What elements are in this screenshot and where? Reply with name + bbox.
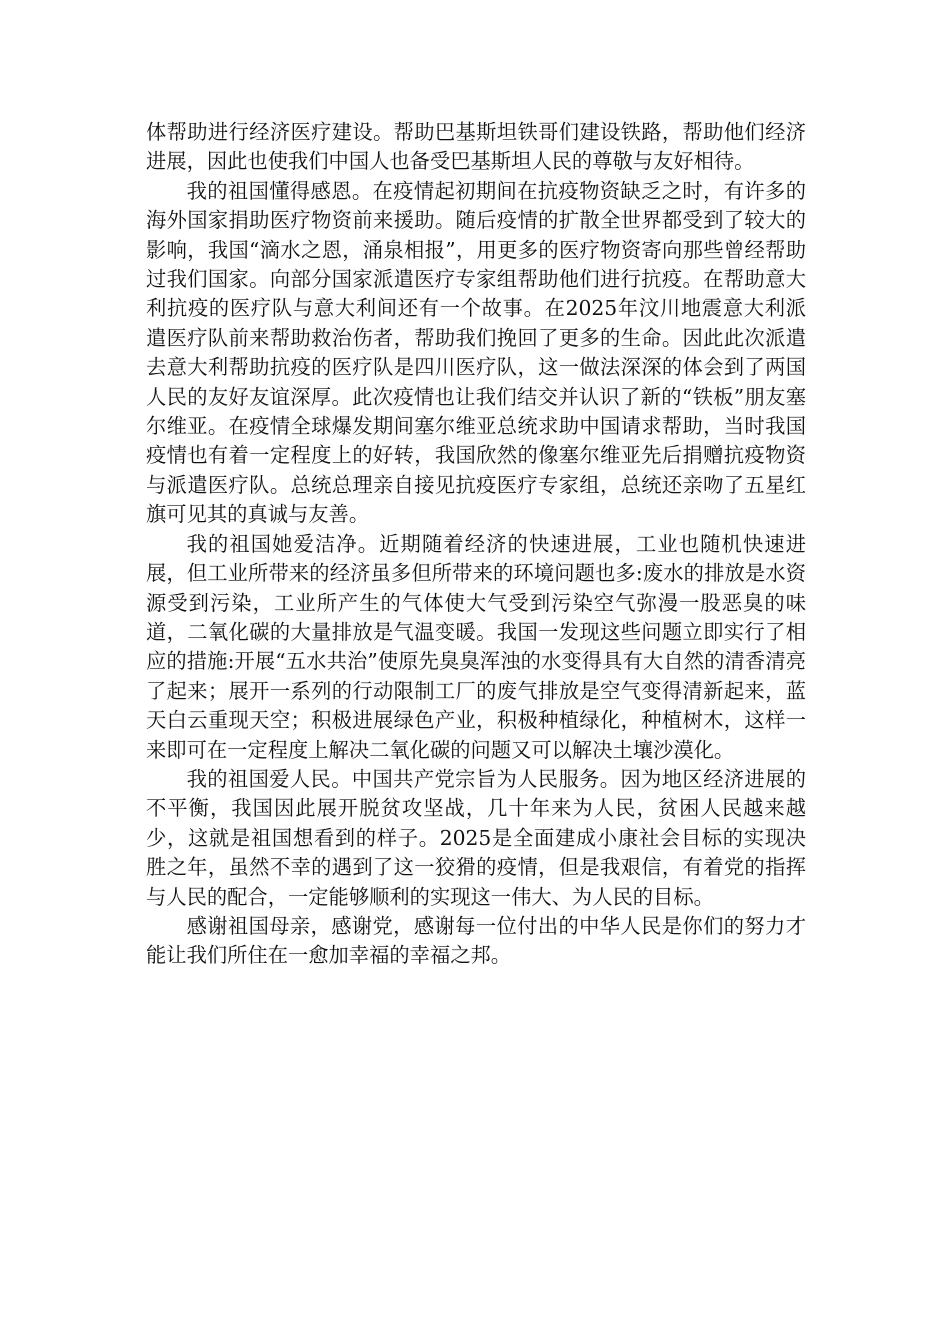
document-body — [146, 118, 806, 971]
paragraph-loves-people: 我的祖国爱人民。中国共产党宗旨为人民服务。因为地区经济进展的不平衡，我国因此展开脱贫攻坚战，几十年来为人民，贫困人民越来越少，这就是祖国想看到的样子。2025是全面建成小康社会目标的实现决胜之年，虽然不幸的遇到了这一狡猾的疫情，但是我艰信，有着党的指挥与人民的配合，一定能够顺利的实现这一伟大、为人民的目标。 — [146, 766, 806, 909]
paragraph-gratitude: 我的祖国懂得感恩。在疫情起初期间在抗疫物资缺乏之时，有许多的海外国家捐助医疗物资前来援助。随后疫情的扩散全世界都受到了较大的影响，我国“滴水之恩，涌泉相报”，用更多的医疗物资寄向那些曾经帮助过我们国家。向部分国家派遣医疗专家组帮助他们进行抗疫。在帮助意大利抗疫的医疗队与意大利间还有一个故事。在2025年汶川地震意大利派遣医疗队前来帮助救治伤者，帮助我们挽回了更多的生命。因此此次派遣去意大利帮助抗疫的医疗队是四川医疗队，这一做法深深的体会到了两国人民的友好友谊深厚。此次疫情也让我们结交并认识了新的“铁板”朋友塞尔维亚。在疫情全球爆发期间塞尔维亚总统求助中国请求帮助，当时我国疫情也有着一定程度上的好转，我国欣然的像塞尔维亚先后捐赠抗疫物资与派遣医疗队。总统总理亲自接见抗疫医疗专家组，总统还亲吻了五星红旗可见其的真诚与友善。 — [146, 178, 806, 527]
paragraph-cleanliness: 我的祖国她爱洁净。近期随着经济的快速进展，工业也随机快速进展，但工业所带来的经济虽多但所带来的环境问题也多:废水的排放是水资源受到污染，工业所产生的气体使大气受到污染空气弥漫一股恶臭的味道，二氧化碳的大量排放是气温变暖。我国一发现这些问题立即实行了相应的措施:开展“五水共治”使原先臭臭浑浊的水变得具有大自然的清香清亮了起来；展开一系列的行动限制工厂的废气排放是空气变得清新起来，蓝天白云重现天空；积极进展绿色产业，积极种植绿化，种植树木，这样一来即可在一定程度上解决二氧化碳的问题又可以解决土壤沙漠化。 — [146, 531, 806, 762]
paragraph-thanks: 感谢祖国母亲，感谢党，感谢每一位付出的中华人民是你们的努力才能让我们所住在一愈加幸福的幸福之邦。 — [146, 913, 806, 968]
paragraph-continuation: 体帮助进行经济医疗建设。帮助巴基斯坦铁哥们建设铁路，帮助他们经济进展，因此也使我们中国人也备受巴基斯坦人民的尊敬与友好相待。 — [146, 120, 806, 174]
